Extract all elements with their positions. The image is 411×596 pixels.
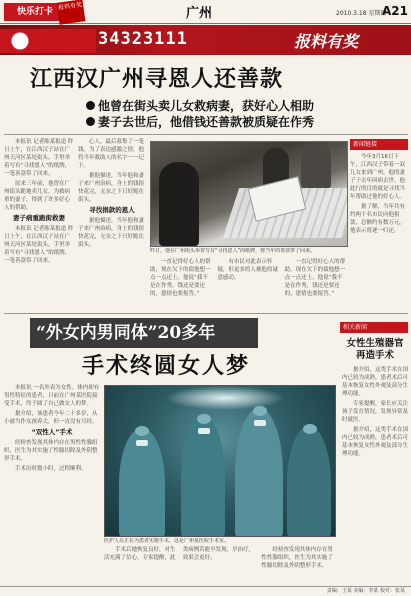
story2-photo-caption: 医护人员正在为患者实施手术，这是广州某医院手术室。 [104, 538, 230, 544]
story2-headline: 手术终圆女人梦 [82, 353, 251, 379]
divider [4, 134, 408, 135]
ribbon-logo-icon [0, 29, 96, 53]
story1-sidebar: 今年3月16日下午，江西汉子带着一双儿女来到广州，他的妻子于去年因病去世。他此行的目的就是寻找当年帮助过他的好心人。 据了解，当年共有约两千名市民向他捐款，总额约有数万元。他表示将逐一归还。 [350, 154, 406, 234]
reward-tag: 报料有奖 [57, 0, 86, 25]
hotline-slogan: 报料有奖 [294, 32, 359, 51]
story2-sidebar-heading: 相关新闻 [340, 322, 408, 333]
story1-column-3: 一直记得好心人的帮助，现在欠下的债他想一点一点还上。他说“我不是在作秀，钱还是要还的，恩情也要报答。” 有市民对此表示怀疑，但更多的人被他的诚意感动。 一直记得好心人的帮助，现在欠下的债他想一点一点还上。他说“我不是在作秀，钱还是要还的，恩情也要报答。” [150, 259, 346, 297]
story1-headline: 江西汉广州寻恩人还善款 [30, 66, 284, 92]
story2-sidebar: 据介绍，这类手术在国内已较为成熟，患者术后可基本恢复女性外观及部分生理功能。 专家提醒，家长应关注孩子发育情况，发现异常及时就医。 据介绍，这类手术在国内已较为成熟，患者术后可基本恢复女性外观及部分生理功能。 [342, 367, 408, 457]
story1-photo [150, 141, 348, 247]
story2-sidebar-title: 女性生殖器官再造手术 [346, 338, 404, 361]
page-header [0, 0, 411, 24]
story1-subhead-1: 他曾在街头卖儿女救病妻，获好心人相助 [86, 97, 314, 114]
story2-photo [104, 385, 336, 537]
region-title: 广州 [186, 6, 213, 21]
bullet-icon [86, 117, 95, 126]
section-badge: 快乐打卡 [4, 3, 66, 21]
story1-column-2: 心人，最后募集了一笔钱。为了表达感激之情，他将当年救助人的名字一一记下。 据他描述，当年他和妻子来广州治病，身上的钱很快花完，无奈之下只好跪在街头。 寻找捐款的恩人 据他描述，当年他和妻子来广州治病，身上的钱很快花完，无奈之下只好跪在街头。 [78, 139, 145, 248]
subheading: “双性人”手术 [31, 428, 73, 436]
subheading: 寻找捐款的恩人 [89, 206, 135, 214]
page-footer: 责编：王某 美编：李某 校对：张某 [0, 586, 411, 596]
hotline-banner [0, 25, 411, 55]
subheading: 妻子病重跪街救妻 [13, 214, 65, 222]
story1-column-1: 本报讯 记者陈某报道 昨日上午，在江西汉子站在广州天河区某处街头，手里举着写有“寻找恩人”的纸牌，一笔善款带了回来。 原来三年前，他曾在广州街头跪地卖儿女，为救病重的妻子，得到了许多好心人的帮助。 妻子病重跪街救妻 本报讯 记者陈某报道 昨日上午，在江西汉子站在广州天河区某处街头，手里举着写有“寻找恩人”的纸牌，一笔善款带了回来。 [4, 139, 74, 264]
story1-subhead-2: 妻子去世后，他借钱还善款被质疑在作秀 [86, 113, 314, 130]
page-number: A21 [382, 4, 408, 18]
divider [4, 313, 408, 314]
issue-date: 2010.3.18 星期四 [336, 10, 387, 17]
story1-photo-caption: 昨日，他在广州街头举着写有“寻找恩人”的纸牌，将当年的善款带了回来。 [150, 248, 316, 254]
story1-sidebar-heading: 新闻链接 [350, 139, 408, 150]
hotline-number: 34323111 [98, 29, 188, 49]
story2-column-1: 本报讯 一名外表为女性、体内却有男性特征的患者，日前在广州某医院接受手术，终于圆了自己做女人的梦。 据介绍，该患者今年二十多岁，从小被当作女孩养大，但一直没有月经。 “双性人”手术 经检查发现其体内存在男性性腺组织，医生为其实施了性腺切除及外阴整形手术。 手术历时数小时，过程顺利。 [4, 385, 100, 472]
story2-kicker: “外女内男同体”20多年 [30, 318, 258, 348]
bullet-icon [86, 101, 95, 110]
story2-column-3: 手术后她恢复良好，对生活充满了信心。专家提醒，此类病例若能早发现、早治疗，效果会更好。 经检查发现其体内存在男性性腺组织，医生为其实施了性腺切除及外阴整形手术。 [104, 547, 333, 569]
